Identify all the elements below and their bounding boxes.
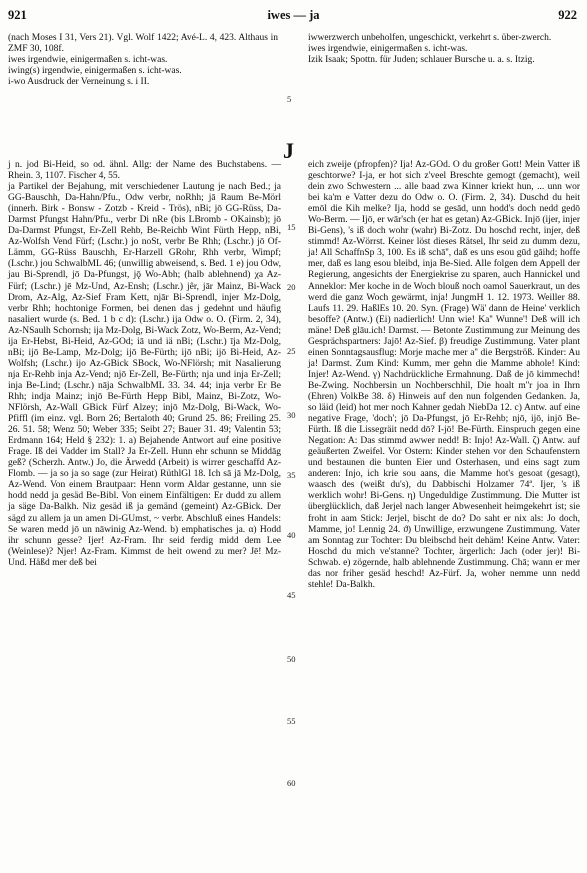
right-column (308, 160, 580, 591)
line-number-60: 60 (287, 778, 296, 788)
running-title: iwes — ja (267, 8, 320, 22)
top-right-text: iwwerzwerch unbeholfen, ungeschickt, verkehrt s. über-zwerch. iwes irgendwie, einigermaßen s. icht-was. Izik Isaak; Spottn. für Juden; schlauer Bursche u. a. s. Itzig. (308, 33, 552, 66)
line-number-55: 55 (287, 716, 296, 726)
line-number-20: 20 (287, 282, 296, 292)
line-number-25: 25 (287, 346, 296, 356)
right-page-number: 922 (558, 8, 577, 22)
line-number-40: 40 (287, 530, 296, 540)
top-right-entries (308, 33, 578, 66)
page-header (0, 6, 587, 26)
top-left-entries (8, 33, 278, 88)
entry-ja: ja Partikel der Bejahung, mit verschiedener Lautung je nach Bed.; ja GG-Bauschh, Da-Hahn/Pfu., Odw verbr, noRhh; jā Raum Be-Mörl (innerh. Birk - Bonsw - Zotzb - Kreid - Trös), nBi; jō GG-Rüss, Da-Darmst Pfungst Hahn/Pfu., verbr Di nRe (bis LBromb - OKainsb); jō Da-Darmst Pfungst, Er-Zell Rehb, Be-Reichb Wint Fürth Hepp, nBi, Az-Wolfsh Vend Fürf; (Lschr.) jo noSt, verbr Be Rhh; (Lschr.) jō Of-Lämm, GG-Rüss Bauschh, Er-Harzell GRohr, Rhh verbr, Wimpf; (Lschr.) jou SchwalbML 46; (unwillig abweisend, s. Bed. 1 e) jou Odw, jau Bi-Sprendl, jō Da-Pfungst, jǭ Wo-Abh; (halb ablehnend) χa Az-Fürf; (Lschr.) jē Mz-Und, Az-Ensh; (Lschr.) jêr, jār Mainz, Bi-Wack Drom, Az-Alg, Az-Sief Fram Kett, njār Bi-Sprendl, injer Mz-Dolg, verbr Rhh; hochtonige Formen, bei denen das j gedehnt und häufig nasaliert wurde (s. Bed. 1 b c d): (Lschr.) ija Odw o. O. (Firm. 2, 34), Az-NSaulh Schornsh; ija Mz-Dolg, Bi-Wack Zotz, Wo-Berm, Az-Vend; ija Er-Hebst, Bi-Heid, Az-GOd; iā und iä nBi; (Lschr.) īja Mz-Dolg, nBi; ijō Be-Lamp, Mz-Dolg; ijō Be-Fürth; ijō nBi; ijō Bi-Heid, Az-Wolfsh; (Lschr.) ijo Az-GBick SBock, Wo-NFlörsh; mit Nasalierung nja Er-Rehb inja Az-Vend; njō Er-Zell, Be-Fürth; nja und inja Er-Zell; inja Be-Lind; (Lschr.) nāja SchwalbML 33. 34. 44; inja verbr Er Be Rhh; indja Mainz; injō Be-Fürth Hepp Bibl, Mainz, Bi-Zotz, Wo-NFlörsh, Az-Wall GBick Fürf Alzey; injō Mz-Dolg, Bi-Wack, Wo-Pfiffl (im einz. vgl. Born 26; Bertaloth 40; Grund 25. 86; Freiling 25. 26. 51. 58; Wenz 50; Weber 335; Seibt 27; Bauer 31. 49; Valentin 53; Erdmann 164; Held § 232): 1. a) Bejahende Antwort auf eine positive Frage. Iß dei Vadder im Stall? Ja Er-Zell. Hunn ehr schunn se Middāg geß? (Scherzh. Antw.) Jo, die Ärwedd (Arbeit) is wirrer geschaffd Az-Flomb. — ja so ja so sage (zur Heirat) RüthlGl 18. Ich sā jā Mz-Dolg, Az-Wend. Von einem Brautpaar: Henn vorm Aldar gestanne, unn sie hodd nedd ja gesäd Be-Bibl. Von einem Einfältigen: Er dudd zu allem ja säge Da-Balkh. Niz gesäd iß ja gemänd (gemeint) Az-GBick. Der sägd zu allem ja un amen Di-GUmst, ~ verbr. Abschluß eines Handels: Se waren medd jō un nāwinig Az-Wend. b) emphatisches ja. α) Hodd ihr schunn gesse? Ijer! Az-Fram. Ihr seid ferdig midd dem Lee (Weinlese)? Njer! Az-Fram. Kimmst de heit owend zu mer? Jē! Mz-Und. Häßd mer deß bei (8, 182, 281, 568)
top-left-text: (nach Moses I 31, Vers 21). Vgl. Wolf 1422; Avé-L. 4, 423. Althaus in ZMF 30, 108f. iwes irgendwie, einigermaßen s. icht-was. iwing(s) irgendwie, einigermaßen s. icht-was. i-wo Ausdruck der Verneinung s. i II. (8, 33, 278, 88)
entry-ja-continued: eich zweije (pfropfen)? Ija! Az-GOd. O du großer Gott! Mein Vatter iß geschtorwe? I-ja, er hot sich z'veel Breschte gemogt (gemacht), weil dein zwo Schwestern ... alle baad zwa Kinner kriekt hun, ... unn wor bei ka'm e Vatter dezu do Odw o. O. (Firm. 2, 34). Duschd du heit emōl die Kih melke? Ija, hodd se gesād, unn hodd's doch nedd gedō Wo-Berm. — Ijō, er wār'sch (er hat es getan) Az-GBick. Injō (ijer, injer Bi-Gens), 's iß doch wohr (wahr) Bi-Zotz. Du hoschd recht, injer, deß stimmd! Az-Wörrst. Keiner löst dieses Rätsel, Ihr seid zu dumm dezu, ja! All SchaffnSp 3, 100. Es iß schā'', daß es uns esou gūd gāihd; hoffe mer, daß es lang esou bleibd, inja Be-Sied. Alle folgen dem Appell der Regierung, angesichts der Energiekrise zu sparen, auch Hannickel und Anneklor: Mer koche in de Woch blouß noch oamol Sauerkraut, un des werd die ganz Woch gewärmt, inja! JungmH 1. 12. 1973. Weiller 88. Laufs 11. 29. HaßlEs 10. 20. Syn. (Frage) Wä' dann de Heine' verklich besoffe? (Antw.) (Ei) nadierlich! Unn wie! Ka'' Wunne'! Deß will ich mäne! Deß glāu.ich! Darmst. — Betonte Zustimmung zur Meinung des Gesprächspartners: Jajō! Az-Sief. β) freudige Zustimmung. Vater plant einen Sonntagsausflug: Morje mache mer a'' die Bergströß. Kinder: Au ja! Darmst. Zum Kind: Kumm, mer gehn die Mamme abhole! Kind: Injer! Az-Wend. γ) Nachdrückliche Ermahnung. Daß de jō kimmechd! Be-Zwing. Nochbersin un Nochberschhil, Die hoalt m''r joa in Ihrn (Ehren) VolkBe 38. δ) Hinweis auf den nun folgenden Gedanken. Ja, so läid (leid) hot mer noch Kahner gedah NiebDa 12. c) Antw. auf eine negative Frage, 'doch'; jō Da-Pfungst, jō Er-Rehb; njō, ijō, injō Be-Fürth. Iß die Lissegräit nedd dō? I-jō! Be-Fürth. Einspruch gegen eine Negation: A: Das stimmd awwer nedd! B: Injo! Az-Wall. ζ) Antw. auf geäußerten Zweifel. Vor Ostern: Kinder stehen vor den Schaufenstern und bestaunen die bunten Eier und Osterhasen, und eins sagt zum anderen: Injo, ich krie sou aans, die Mamme hot's gesoat (gesagt), waasch des (weißt du's), du Dabbischi Holzamer 74ª. Ijer, 's iß werklich wohr! Bi-Gens. η) Ungeduldige Zustimmung. Die Mutter ist überglücklich, daß Jerjel nach langer Abwesenheit heimgekehrt ist; sie froht in aam Stick: Jerjel, bischt de do? Do saht er nix als: Jo doch, Mamme, jo! Lennig 24. ϑ) Unwillige, erzwungene Zustimmung. Vater am Sonntag zur Tochter: Du bleibschd heit dehäm! Keine Antw. Vater: Hoschd du mich ve'stanne? Tochter, ärgerlich: Jach (oder jer)! Bi-Schwab. e) zögernde, halb ablehnende Zustimmung. Chā; wann er mer das nor friher gesäd heschd! Az-Fürf. Ja, woher nemme unn nedd stehle! Da-Balkh. (308, 160, 580, 590)
line-number-35: 35 (287, 470, 296, 480)
line-number-30: 30 (287, 410, 296, 420)
left-column (8, 160, 281, 569)
line-number-50: 50 (287, 654, 296, 664)
left-page-number: 921 (8, 8, 27, 22)
line-number-5: 5 (287, 94, 292, 104)
entry-j: j n. jod Bi-Heid, so od. ähnl. Allg: der Name des Buchstabens. — Rhein. 3, 1107. Fischer 4, 55. (8, 160, 281, 182)
line-number-45: 45 (287, 590, 296, 600)
line-number-15: 15 (287, 222, 296, 232)
section-letter: J (283, 138, 294, 163)
